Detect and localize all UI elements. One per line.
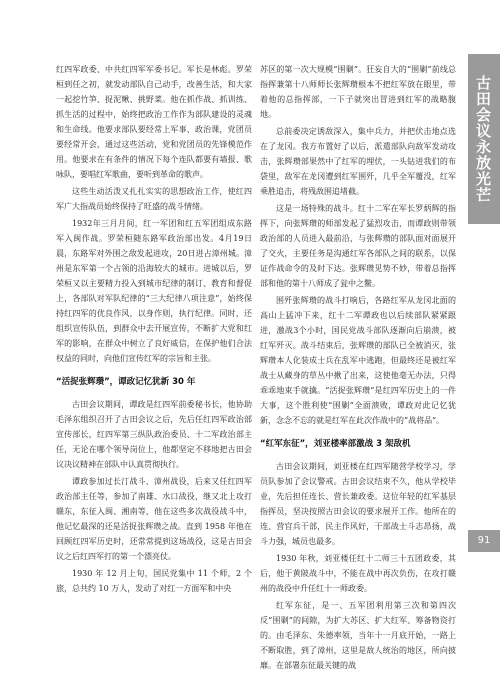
paragraph: 古田会议期间，谭政是红四军前委秘书长，他协助毛泽东组织召开了古田会议之后，先后任红四军政治部宣传部长，红四军第三纵队政治委员、十二军政治部主任，无论在哪个领导岗位上，他都坚定不移地把古田会议决议精神在部队中认真贯彻执行。 <box>56 400 252 469</box>
right-column <box>260 62 456 675</box>
paragraph: 1930 年秋，刘亚楼任红十二师三十五团政委，其后，他于黄陂战斗中，不能在战中再次负伤，在攻打赣州的战役中升任红十一师政委。 <box>260 554 456 593</box>
side-title-tab <box>468 54 500 224</box>
left-column <box>56 62 252 598</box>
paragraph: 谭政参加过长汀战斗、漳州战役，后来又任红四军政治部主任等，参加了南雄、水口战役，继又北上攻打赣东，东征入闽、湘南等，他在这些多次战役战斗中，他记忆最深的还是活捉张辉瓒之战。直到 1958 年他在回顾红四军历史时，还常常提到这场战役，这是古田会议之后红四军打的第一个漂亮仗。 <box>56 477 252 561</box>
paragraph: 苏区的第一次大规模“围剿”。狂妄自大的“围剿”前线总指挥兼第十八师师长张辉瓒根本不把红军放在眼里，带着他的总指挥部，一下子就突出冒进到红军的战略腹地。 <box>260 65 456 119</box>
side-title: 古田会议永放光芒 <box>474 75 492 203</box>
paragraph: 红军东征，是一、五军团利用第三次和第四次反“围剿”的间隙，为扩大苏区、扩大红军、筹备物资打的。由毛泽东、朱德率领，当年十一月底开始，一路上不断取胜，到了漳州，这里是敌人统治的地区，所向披靡。在部署东征最关键的战 <box>260 601 456 670</box>
paragraph: 红四军政委、中共红四军军委书记。军长是林彪。罗荣桓到任之初，就发动部队自己动手，改善生活，和大家一起挖竹笋、捉泥鳅、挑野菜。他在抓作战、抓训练、抓生活的过程中，始终把政治工作作为部队建设的灵魂和生命线。他要求部队要经常上军事、政治课，党团员要经常开会，通过这些活动，党和党团员的先锋模范作用。他要求在有条件的情况下每个连队都要有墙报、歌咏队，要唱红军歌曲，要听到革命的歌声。 <box>56 65 252 179</box>
paragraph: 古田会议期间，刘亚楼在红四军随营学校学习，学员队参加了会议警戒。古田会议结束不久，他从学校毕业，先后担任连长、营长兼政委。这位年轻的红军基层指挥员，坚决按照古田会议的要求展开工作。他所在的连、营官兵干部，民主作风好，干部战士斗志昂扬，战斗力强，城员也最多。 <box>260 462 456 546</box>
paragraph: 1932年三月月间，红一军团和红五军团组成东路军入闽作战。罗荣桓随东路军政治部出发。4月19日晨，东路军对外围之敌发起进攻，20日进占漳州城。漳州是东军第一个占领的沿海较大的城市。进城以后，罗荣桓又以主要精力投入到城市纪律的制订、教育和督促上，各部队对军队纪律的“三大纪律八项注意”，始终保持红四军的优良作风，以身作则，执行纪律。同时，还组织宣传队伍，到群众中去开展宣传，不断扩大党和红军的影响，在群众中树立了良好威信，在保护他们合法权益的同时，向他们宣传红军的宗旨和主张。 <box>56 219 252 363</box>
paragraph: 这些生动活泼又扎扎实实的思想政治工作，使红四军广大指战员始终保持了旺盛的战斗情绪。 <box>56 187 252 211</box>
paragraph: 总前委决定诱敌深入，集中兵力，并把伏击地点选在了龙冈。我方布置好了以后，派遣部队向敌军发动攻击，张辉瓒部果然中了红军的埋伏，一头钻进我们的布袋里，敌军在龙冈遭到红军围歼，几乎全军覆没，红军乘胜追击，将残敌围追堵截。 <box>260 127 456 196</box>
page-number: 91 <box>477 535 491 546</box>
section-heading: “红军东征”，刘亚楼率部激战 3 架敌机 <box>260 439 411 449</box>
paragraph: 围歼张辉瓒的战斗打响后，各路红军从龙冈北面的高山上猛冲下来，红十二军谭政也以后续部队紧紧跟进，激战3个小时，国民党战斗部队逐渐向后崩溃，被红军歼灭。战斗结束后，张辉瓒的部队已全被消灭，张辉瓒本人化装成士兵在乱军中逃跑，但最终还是被红军战士从藏身的草丛中揪了出来，这使他毫无办法，只得乖乖地束手就擒。“活捉张辉瓒”是红四军历史上的一件大事，这个胜利使“围剿”全面溃败，谭政对此记忆犹新，念念不忘的就是红军在此次作战中的“战将品”。 <box>260 296 456 425</box>
paragraph: 1930 年 12 月上旬，国民党集中 11 个师，2 个旅，总共约 10 万人，发动了对红一方面军和中央 <box>56 569 252 593</box>
section-heading: “活捉张辉瓒”，谭政记忆犹新 30 年 <box>56 377 196 387</box>
paragraph: 这是一场特殊的战斗。红十二军在军长罗炳辉的指挥下，向张辉瓒的师部发起了猛烈攻击，而谭政则带领政治部的人员进入最前沿，与张辉瓒的部队面对面展开了交火，主要任务是沟通红军各部队之间的联系，以保证作战命令的及时下达。张辉瓒见势不妙，带着总指挥部和他的第十八师成了瓮中之鳖。 <box>260 204 456 288</box>
page-number-tab <box>468 530 500 552</box>
